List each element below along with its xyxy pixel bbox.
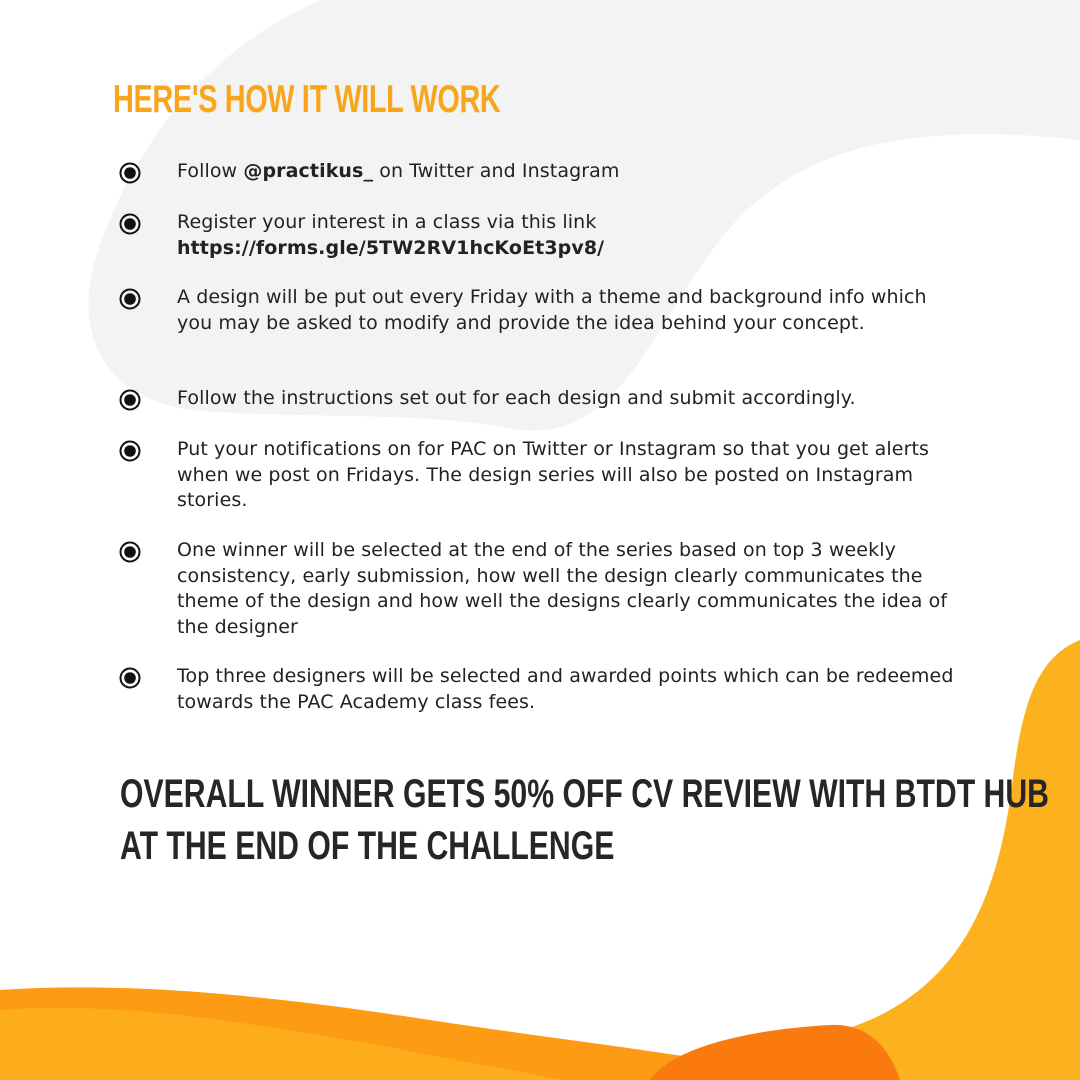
step-text	[177, 159, 967, 185]
discount-value: 50%	[493, 772, 555, 816]
step-text: A design will be put out every Friday with a theme and background info which you may be asked to modify and provide the idea behind your concept.	[177, 286, 927, 334]
list-item	[177, 538, 967, 640]
twitter-handle-text: @practikus_	[243, 160, 374, 182]
radio-bullet-icon	[119, 162, 141, 184]
prize-line-1	[120, 768, 1049, 820]
prize-line-2: AT THE END OF THE CHALLENGE	[120, 824, 615, 868]
step-text: Top three designers will be selected and awarded points which can be redeemed towards the PAC Academy class fees.	[177, 665, 954, 713]
radio-bullet-icon	[119, 667, 141, 689]
list-item	[177, 159, 967, 185]
registration-link[interactable]: https://forms.gle/5TW2RV1hcKoEt3pv8/	[177, 236, 605, 259]
step-text-pre: Follow	[177, 160, 244, 182]
prize-announcement	[120, 768, 1049, 872]
radio-bullet-icon	[119, 440, 141, 462]
list-item	[177, 386, 967, 412]
step-text: Follow the instructions set out for each design and submit accordingly.	[177, 387, 856, 409]
radio-bullet-icon	[119, 541, 141, 563]
step-text-post: on Twitter and Instagram	[373, 160, 620, 182]
step-text: Put your notifications on for PAC on Twitter or Instagram so that you get alerts when we post on Fridays. The design series will also be posted on Instagram stories.	[177, 438, 930, 511]
list-item	[177, 210, 967, 261]
radio-bullet-icon	[119, 288, 141, 310]
prize-text-pre: OVERALL WINNER GETS	[120, 772, 494, 816]
radio-bullet-icon	[119, 213, 141, 235]
list-item	[177, 437, 967, 514]
radio-bullet-icon	[119, 389, 141, 411]
prize-text-post: OFF CV REVIEW WITH BTDT HUB	[554, 772, 1049, 816]
step-text: One winner will be selected at the end of the series based on top 3 weekly consistency, early submission, how well the design clearly communicates the theme of the design and how well the designs clearly communicates the idea of the designer	[177, 539, 948, 638]
list-item	[177, 664, 967, 715]
step-text: Register your interest in a class via this link	[177, 211, 597, 233]
page-title: HERE'S HOW IT WILL WORK	[113, 78, 501, 121]
orange-wave-dark-overlap	[650, 1025, 900, 1080]
list-item	[177, 285, 967, 336]
